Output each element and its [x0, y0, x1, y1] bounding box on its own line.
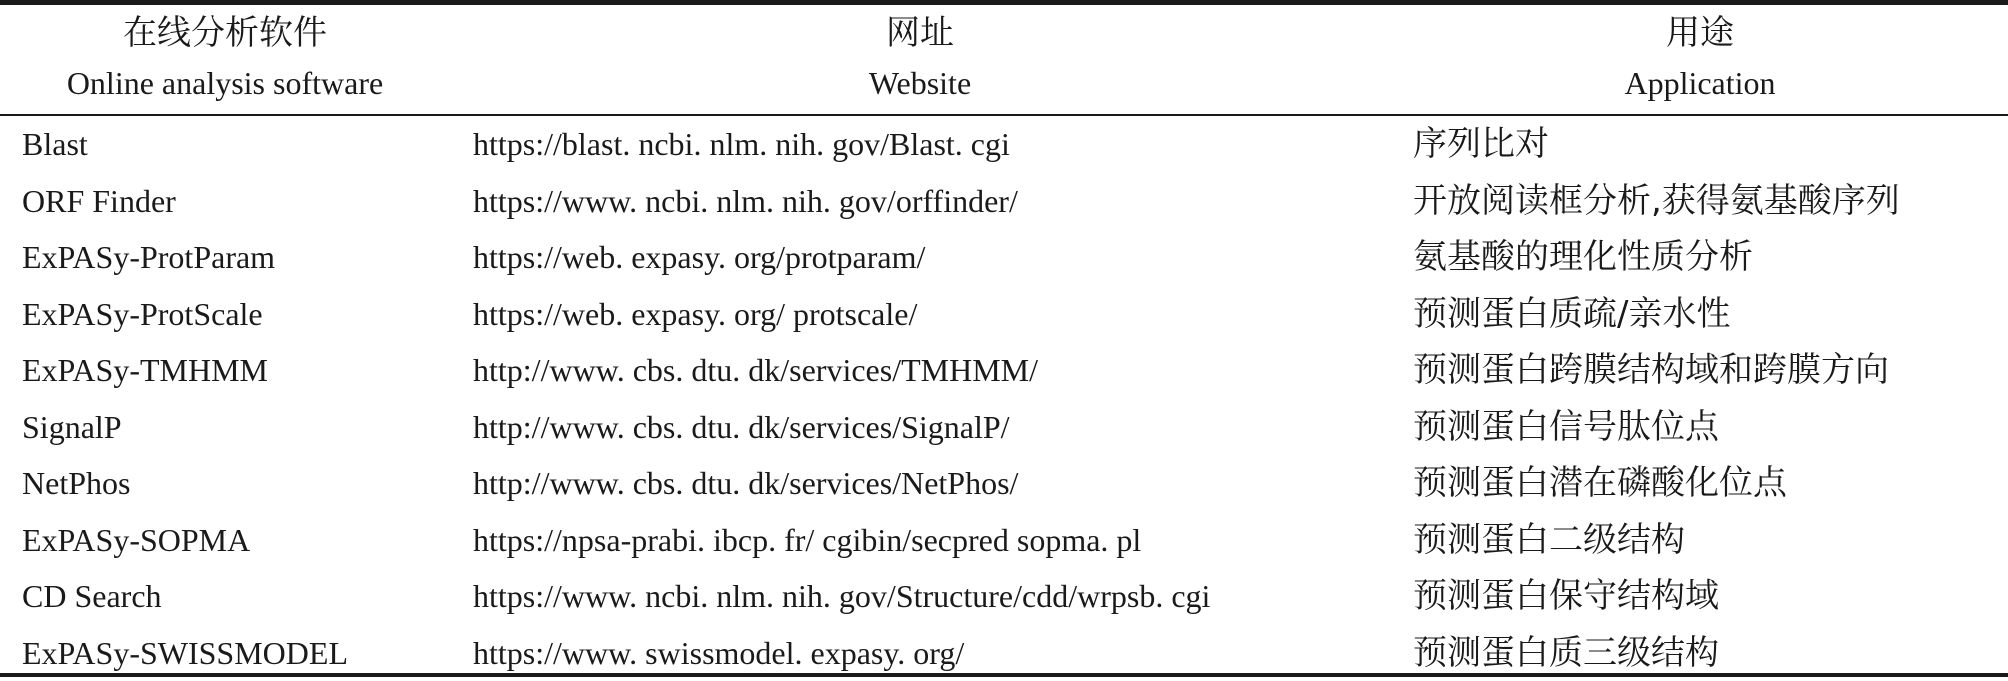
header-software-en: Online analysis software — [20, 63, 430, 103]
website-cell: http://www. cbs. dtu. dk/services/SignalP/ — [473, 399, 1010, 456]
application-cell: 预测蛋白潜在磷酸化位点 — [1413, 455, 1787, 512]
software-cell: ExPASy-TMHMM — [22, 342, 268, 399]
header-website-en: Website — [720, 63, 1120, 103]
application-cell: 预测蛋白质三级结构 — [1413, 625, 1719, 681]
table-row — [0, 455, 2008, 512]
header-application-zh: 用途 — [1500, 11, 1900, 55]
software-cell: ExPASy-ProtScale — [22, 286, 263, 343]
header-software-zh: 在线分析软件 — [20, 11, 430, 55]
software-cell: ExPASy-SOPMA — [22, 512, 250, 569]
table-header — [0, 5, 2008, 114]
table-body — [0, 116, 2008, 681]
website-cell: http://www. cbs. dtu. dk/services/NetPhos/ — [473, 455, 1018, 512]
application-cell: 序列比对 — [1413, 116, 1549, 173]
header-website-zh: 网址 — [720, 11, 1120, 55]
website-cell: https://www. ncbi. nlm. nih. gov/orffinder/ — [473, 173, 1018, 230]
website-cell: https://www. swissmodel. expasy. org/ — [473, 625, 964, 681]
software-cell: ExPASy-ProtParam — [22, 229, 275, 286]
software-cell: Blast — [22, 116, 88, 173]
software-cell: ExPASy-SWISSMODEL — [22, 625, 348, 681]
application-cell: 开放阅读框分析,获得氨基酸序列 — [1413, 173, 1900, 230]
website-cell: https://blast. ncbi. nlm. nih. gov/Blast. cgi — [473, 116, 1010, 173]
application-cell: 预测蛋白质疏/亲水性 — [1413, 286, 1730, 343]
table-row — [0, 568, 2008, 625]
website-cell: http://www. cbs. dtu. dk/services/TMHMM/ — [473, 342, 1038, 399]
application-cell: 预测蛋白保守结构域 — [1413, 568, 1719, 625]
table-row — [0, 173, 2008, 230]
table-row — [0, 512, 2008, 569]
software-cell: ORF Finder — [22, 173, 176, 230]
software-cell: SignalP — [22, 399, 122, 456]
website-cell: https://npsa-prabi. ibcp. fr/ cgibin/secpred sopma. pl — [473, 512, 1141, 569]
header-application-en: Application — [1500, 63, 1900, 103]
table-row — [0, 116, 2008, 173]
table-row — [0, 229, 2008, 286]
software-cell: CD Search — [22, 568, 162, 625]
application-cell: 预测蛋白信号肽位点 — [1413, 399, 1719, 456]
website-cell: https://www. ncbi. nlm. nih. gov/Structure/cdd/wrpsb. cgi — [473, 568, 1210, 625]
table-row — [0, 286, 2008, 343]
software-cell: NetPhos — [22, 455, 130, 512]
website-cell: https://web. expasy. org/protparam/ — [473, 229, 925, 286]
table-row — [0, 399, 2008, 456]
table-bottom-rule — [0, 673, 2008, 677]
application-cell: 预测蛋白二级结构 — [1413, 512, 1685, 569]
table-row — [0, 342, 2008, 399]
application-cell: 预测蛋白跨膜结构域和跨膜方向 — [1413, 342, 1889, 399]
website-cell: https://web. expasy. org/ protscale/ — [473, 286, 917, 343]
application-cell: 氨基酸的理化性质分析 — [1413, 229, 1753, 286]
